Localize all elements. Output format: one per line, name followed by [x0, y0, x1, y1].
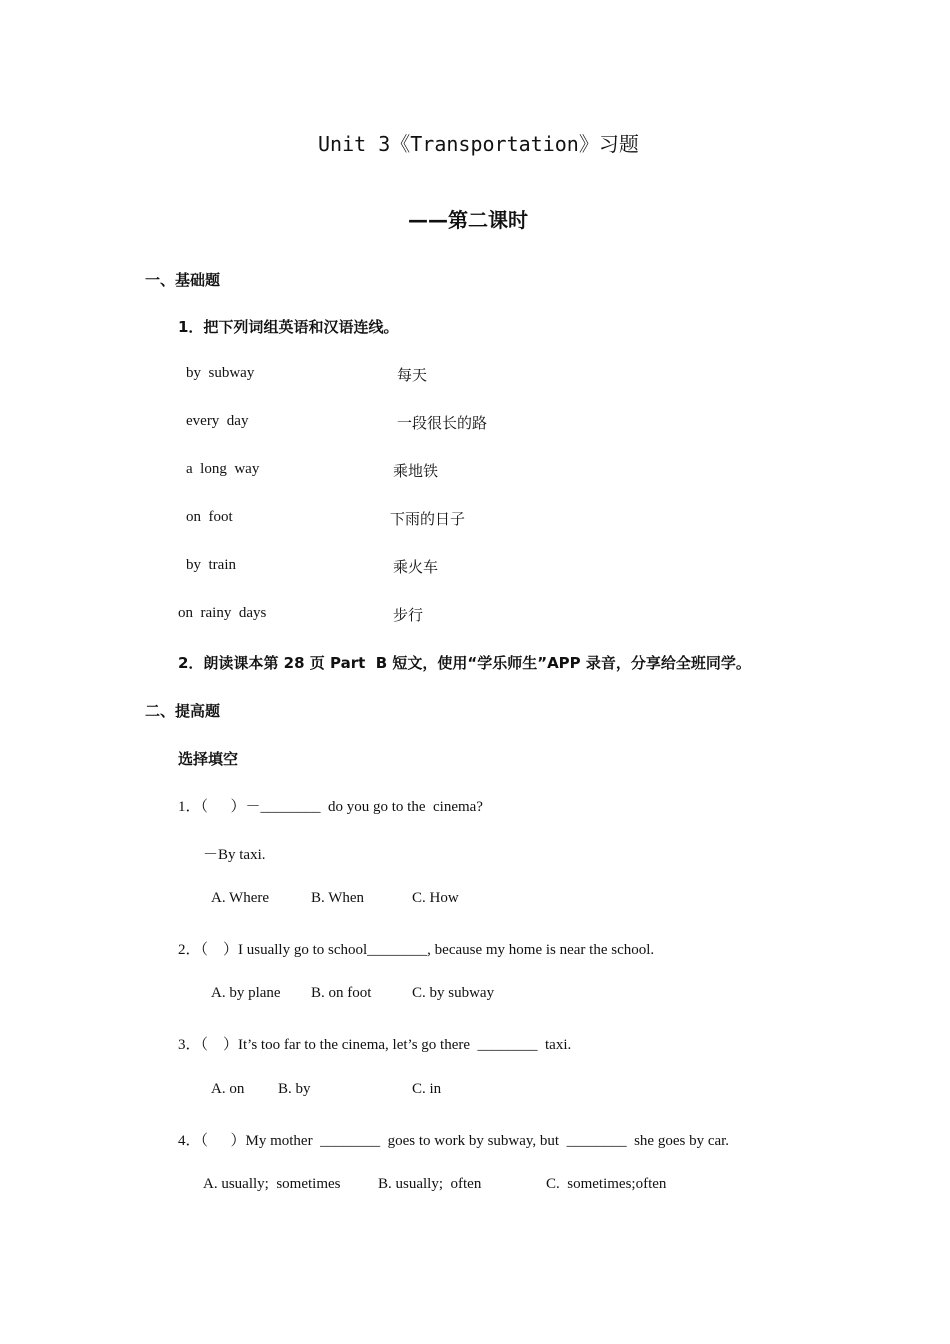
match-zh-item: 乘火车 — [393, 558, 439, 576]
option-c: C. in — [412, 1081, 442, 1097]
question-1-prompt: 1．把下列词组英语和汉语连线。 — [178, 318, 399, 336]
match-en-item: on foot — [186, 509, 233, 525]
match-en-item: on rainy days — [178, 605, 267, 621]
section-heading-basic: 一、基础题 — [145, 271, 221, 289]
match-zh-item: 下雨的日子 — [390, 510, 466, 528]
match-en-item: a long way — [186, 461, 260, 477]
match-en-item: by train — [186, 557, 236, 573]
choice-question-stem: 4．（ ）My mother ________ goes to work by subway, but ________ she goes by car. — [178, 1133, 730, 1149]
page-subtitle: ——第二课时 — [408, 208, 528, 232]
option-a: A. Where — [211, 890, 270, 906]
question-2-prompt: 2．朗读课本第 28 页 Part B 短文，使用“学乐师生”APP 录音，分享给全班同学。 — [178, 654, 751, 672]
match-en-item: every day — [186, 413, 249, 429]
option-c: C. How — [412, 890, 459, 906]
option-b: B. on foot — [311, 985, 372, 1001]
option-c: C. sometimes;often — [546, 1176, 667, 1192]
choice-question-stem: 1．（ ）－________ do you go to the cinema? — [178, 799, 483, 815]
option-a: A. by plane — [211, 985, 281, 1001]
choice-question-answer: －By taxi. — [203, 847, 266, 863]
match-zh-item: 乘地铁 — [393, 462, 439, 480]
match-zh-item: 步行 — [393, 606, 424, 624]
option-b: B. When — [311, 890, 365, 906]
option-a: A. on — [211, 1081, 245, 1097]
option-b: B. by — [278, 1081, 311, 1097]
subheading-multiple-choice: 选择填空 — [178, 750, 239, 768]
section-heading-advanced: 二、提高题 — [145, 702, 221, 720]
match-zh-item: 每天 — [397, 366, 428, 384]
choice-question-stem: 2．（ ）I usually go to school________, because my home is near the school. — [178, 942, 655, 958]
choice-question-stem: 3．（ ）It’s too far to the cinema, let’s go there ________ taxi. — [178, 1037, 572, 1053]
option-a: A. usually; sometimes — [203, 1176, 341, 1192]
option-b: B. usually; often — [378, 1176, 482, 1192]
match-en-item: by subway — [186, 365, 255, 381]
option-c: C. by subway — [412, 985, 495, 1001]
match-zh-item: 一段很长的路 — [397, 414, 488, 432]
page-title: Unit 3《Transportation》习题 — [318, 132, 639, 156]
